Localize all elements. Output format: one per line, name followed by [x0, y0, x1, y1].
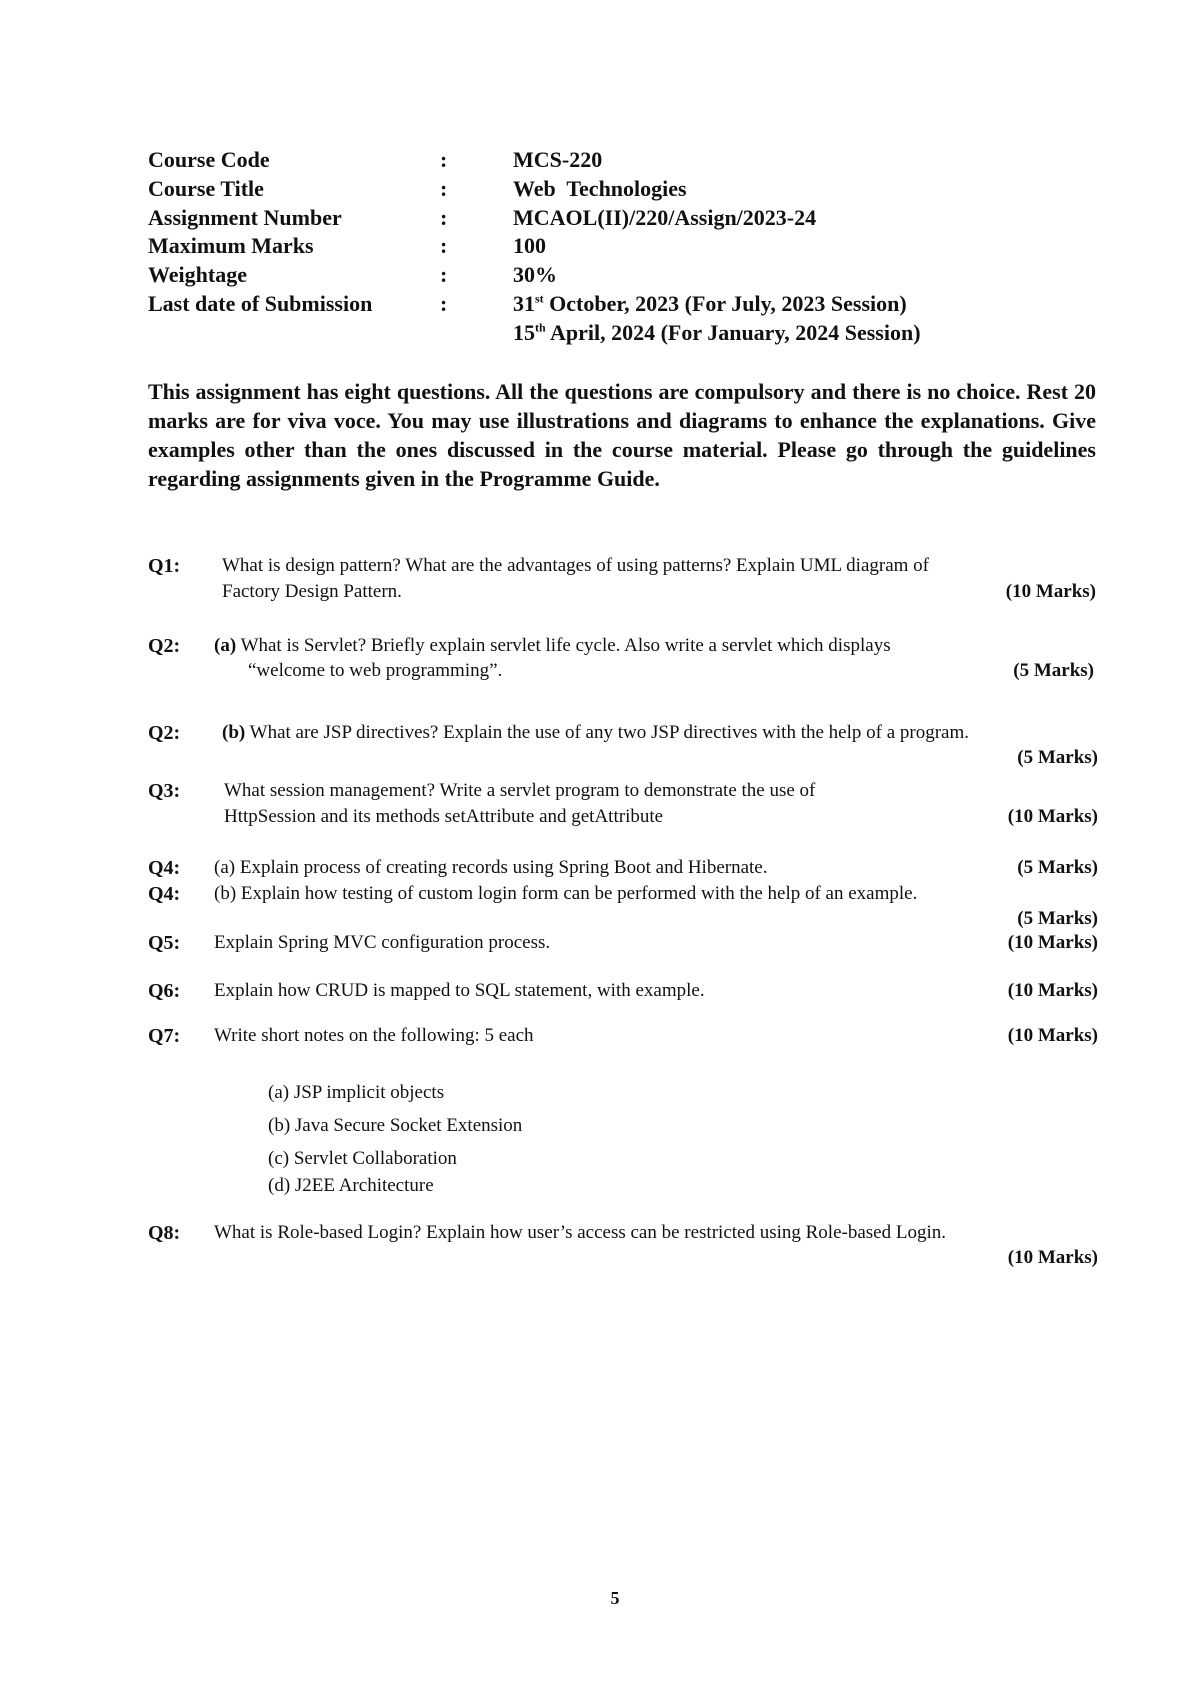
- question-text: What session management? Write a servlet program to demonstrate the use of: [224, 780, 816, 801]
- question-label: Q6:: [148, 980, 181, 1002]
- marks-label: (10 Marks): [1007, 806, 1098, 827]
- marks-label: (10 Marks): [1007, 1025, 1098, 1046]
- question-text: (a) What is Servlet? Briefly explain servlet life cycle. Also write a servlet which displays: [214, 635, 891, 656]
- header-label: Course Code: [148, 147, 270, 172]
- header-label: Maximum Marks: [148, 233, 314, 258]
- question-text: Explain how CRUD is mapped to SQL statement, with example.: [214, 980, 705, 1001]
- header-colon: :: [440, 291, 448, 316]
- marks-label: (5 Marks): [1017, 747, 1098, 768]
- header-colon: :: [440, 205, 448, 230]
- question-label: Q2:: [148, 635, 181, 657]
- question-label: Q1:: [148, 555, 181, 577]
- list-item: (b) Java Secure Socket Extension: [268, 1115, 523, 1136]
- header-value: MCAOL(II)/220/Assign/2023-24: [513, 205, 817, 230]
- question-text: Write short notes on the following: 5 each: [214, 1025, 534, 1046]
- page-number: 5: [610, 1588, 620, 1608]
- list-item: (c) Servlet Collaboration: [268, 1148, 457, 1169]
- question-text: Factory Design Pattern.: [222, 581, 402, 602]
- list-item: (a) JSP implicit objects: [268, 1082, 445, 1103]
- submission-date-july: 31st October, 2023 (For July, 2023 Session): [513, 291, 907, 316]
- question-label: Q4:: [148, 857, 181, 879]
- question-text: (b) Explain how testing of custom login form can be performed with the help of an example.: [214, 883, 918, 904]
- list-item: (d) J2EE Architecture: [268, 1175, 434, 1196]
- question-text: Explain Spring MVC configuration process.: [214, 932, 551, 953]
- marks-label: (10 Marks): [1005, 581, 1096, 602]
- question-label: Q2:: [148, 722, 181, 744]
- question-text: (b) What are JSP directives? Explain the use of any two JSP directives with the help of a program.: [222, 722, 969, 743]
- header-value: Web Technologies: [513, 176, 687, 201]
- header-value: 30%: [513, 262, 557, 287]
- header-colon: :: [440, 176, 448, 201]
- header-value: 100: [513, 233, 546, 258]
- header-colon: :: [440, 233, 448, 258]
- marks-label: (10 Marks): [1007, 1247, 1098, 1268]
- question-label: Q4:: [148, 883, 181, 905]
- question-text: HttpSession and its methods setAttribute and getAttribute: [224, 806, 664, 827]
- header-label: Last date of Submission: [148, 291, 373, 316]
- marks-label: (5 Marks): [1017, 857, 1098, 878]
- header-value: MCS-220: [513, 147, 603, 172]
- instructions-paragraph: This assignment has eight questions. All the questions are compulsory and there is no choice. Rest 20 marks are for viva voce. You may use illustrations and diagrams to enhance the explanations. Give examples other than the ones discussed in the course material. Please go through the guidelines regarding assignments given in the Programme Guide.: [148, 379, 1096, 491]
- header-colon: :: [440, 147, 448, 172]
- marks-label: (5 Marks): [1017, 908, 1098, 929]
- question-label: Q8:: [148, 1222, 181, 1244]
- header-label: Course Title: [148, 176, 264, 201]
- question-text: What is design pattern? What are the advantages of using patterns? Explain UML diagram of: [222, 555, 929, 576]
- question-label: Q3:: [148, 780, 181, 802]
- question-label: Q5:: [148, 932, 181, 954]
- header-label: Weightage: [148, 262, 247, 287]
- header-label: Assignment Number: [148, 205, 342, 230]
- question-text: What is Role-based Login? Explain how user’s access can be restricted using Role-based Login.: [214, 1222, 946, 1243]
- marks-label: (5 Marks): [1013, 660, 1094, 681]
- submission-date-january: 15th April, 2024 (For January, 2024 Session): [513, 320, 921, 345]
- marks-label: (10 Marks): [1007, 932, 1098, 953]
- question-text: (a) Explain process of creating records using Spring Boot and Hibernate.: [214, 857, 768, 878]
- question-text: “welcome to web programming”.: [248, 660, 503, 681]
- marks-label: (10 Marks): [1007, 980, 1098, 1001]
- question-label: Q7:: [148, 1025, 181, 1047]
- header-colon: :: [440, 262, 448, 287]
